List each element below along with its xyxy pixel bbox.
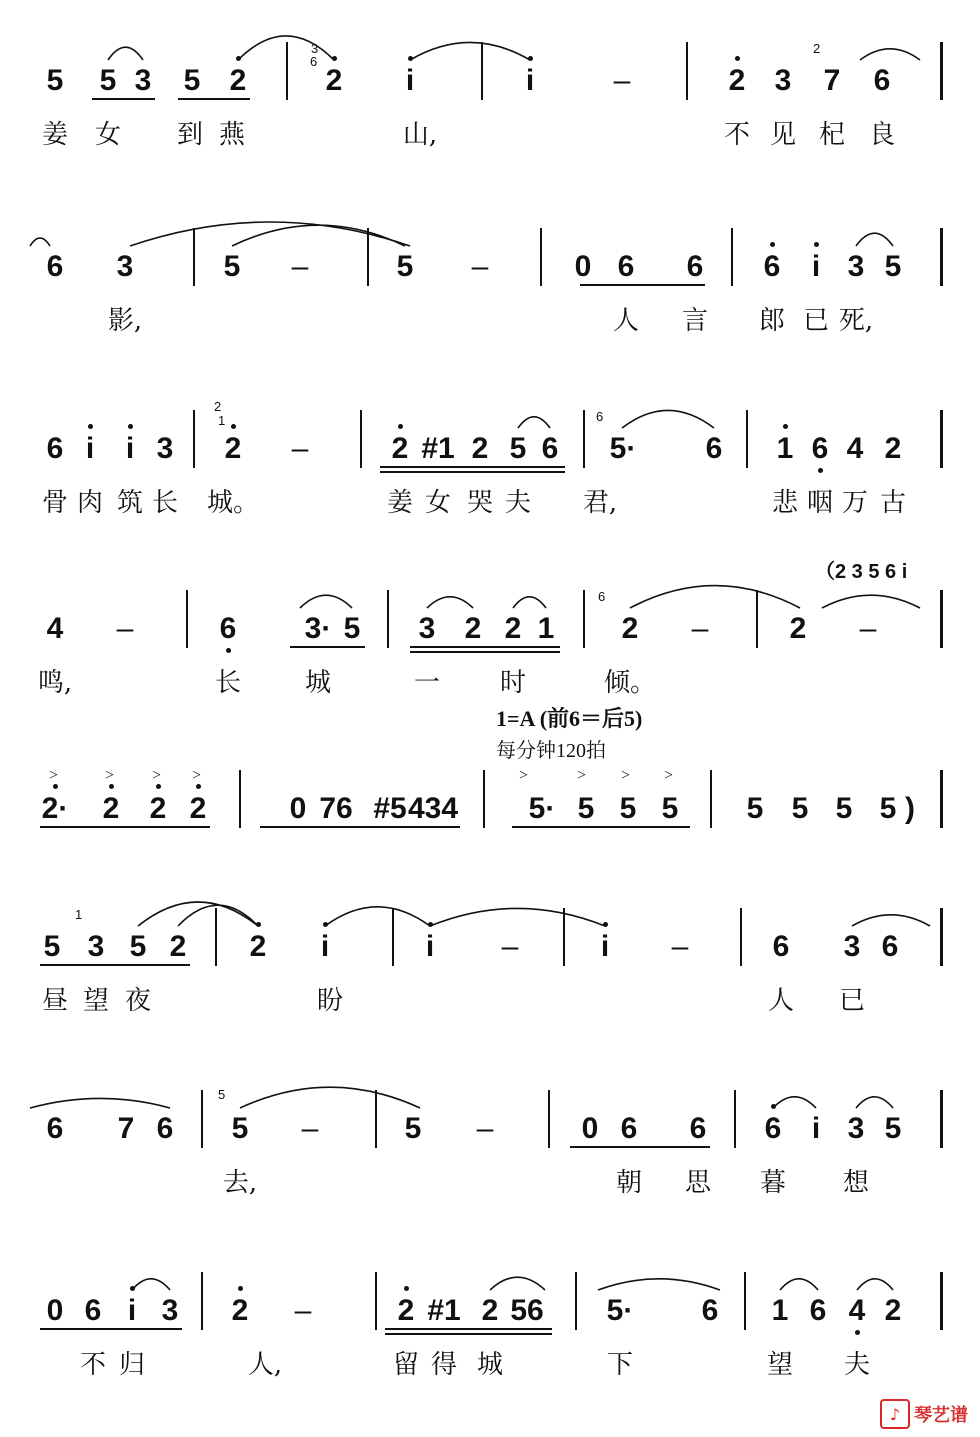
tempo-marking: 每分钟120拍 (496, 740, 606, 762)
slur (108, 47, 143, 60)
lyric: 咽 (806, 488, 834, 518)
lyric: 君, (582, 488, 618, 518)
grace-note: 6 (596, 409, 604, 424)
slur (490, 1277, 545, 1290)
lyric: 暮 (759, 1168, 787, 1198)
lyric: 人, (247, 1350, 283, 1380)
note: 6 (46, 250, 64, 283)
lyric: 人 (612, 306, 640, 336)
note: 3 (134, 64, 152, 97)
lyric: 长 (214, 668, 242, 698)
note: 2 (464, 612, 482, 645)
lyric: 女 (424, 488, 452, 518)
music-logo-icon: ♪ (880, 1399, 910, 1429)
lyric: 朝 (615, 1168, 643, 1198)
note: 3 (156, 432, 174, 465)
note: 2 (102, 792, 120, 825)
note: 3 (774, 64, 792, 97)
note: 6 (772, 930, 790, 963)
lyric: 想 (842, 1168, 870, 1198)
note: 6 (689, 1112, 707, 1145)
slur (240, 1087, 420, 1108)
note: 2 (481, 1294, 499, 1327)
note: 2· (41, 792, 69, 825)
note: 5 (746, 792, 764, 825)
note: 3 (847, 1112, 865, 1145)
note: – (501, 930, 519, 963)
accent-mark: > (152, 767, 162, 784)
lyric: 言 (681, 306, 709, 336)
lyric: 已 (802, 306, 830, 336)
note: 2 (325, 64, 343, 97)
note: – (291, 250, 309, 283)
lyric: 不 (723, 120, 751, 150)
lyric: 倾。 (603, 668, 657, 698)
slur (300, 595, 352, 608)
note: 56 (510, 1294, 544, 1327)
note: 2 (471, 432, 489, 465)
note: 6 (873, 64, 891, 97)
note: 3 (847, 250, 865, 283)
note: 5 (879, 792, 897, 825)
lyric: 死, (838, 306, 874, 336)
note: 6 (219, 612, 237, 645)
slur (410, 42, 530, 60)
note: 5· (528, 792, 556, 825)
note: i (125, 432, 135, 465)
lyric: 留 (392, 1350, 420, 1380)
note: 5· (609, 432, 637, 465)
note: 5 (43, 930, 61, 963)
note: – (671, 930, 689, 963)
accent-mark: > (664, 767, 674, 784)
note: #1 (427, 1294, 461, 1327)
slur (238, 36, 334, 60)
lyric: 得 (430, 1350, 458, 1380)
note: 2 (149, 792, 167, 825)
note: i (600, 930, 610, 963)
note: – (294, 1294, 312, 1327)
slur (773, 1097, 816, 1108)
slur (325, 907, 430, 926)
lyric: 不 (79, 1350, 107, 1380)
lyric: 筑 (116, 488, 144, 518)
slur (856, 1097, 893, 1108)
lyric: 已 (838, 986, 866, 1016)
note: 2 (621, 612, 639, 645)
watermark-text: 琴艺谱 (914, 1405, 968, 1426)
note: 2 (249, 930, 267, 963)
note: 2 (884, 1294, 902, 1327)
note: 5 (835, 792, 853, 825)
lyric: 一 (413, 668, 441, 698)
grace-note: 5 (218, 1087, 226, 1102)
slur (622, 410, 714, 428)
watermark-logo (880, 1399, 968, 1429)
note: #1 (421, 432, 455, 465)
lyric: 昼 (41, 986, 69, 1016)
note: 5 (619, 792, 637, 825)
slur (852, 915, 930, 926)
grace-note: 2 (813, 41, 821, 56)
note: – (301, 1112, 319, 1145)
lyric: 姜 (41, 120, 69, 150)
accent-mark: > (192, 767, 202, 784)
note: – (471, 250, 489, 283)
accent-mark: > (519, 767, 529, 784)
note: – (613, 64, 631, 97)
note: 4 (846, 432, 864, 465)
lyric: 望 (82, 986, 110, 1016)
note: 0 (581, 1112, 599, 1145)
slur (427, 597, 473, 608)
note: 0 (574, 250, 592, 283)
lyric: 下 (606, 1350, 634, 1380)
note: 6 (686, 250, 704, 283)
slur (598, 1279, 720, 1290)
note: 5 (577, 792, 595, 825)
lyric: 悲 (771, 488, 799, 518)
note: 3 (161, 1294, 179, 1327)
note: 5 (223, 250, 241, 283)
note: 6 (811, 432, 829, 465)
note: 2 (224, 432, 242, 465)
note: 434 (407, 792, 459, 825)
lyric: 影, (107, 306, 143, 336)
note: 2 (391, 432, 409, 465)
lyric: 去, (222, 1168, 258, 1198)
note: 6 (84, 1294, 102, 1327)
slur (30, 1098, 170, 1108)
lyric: 鸣, (37, 668, 73, 698)
slur (430, 908, 605, 926)
note: 5 (791, 792, 809, 825)
grace-note: 1 (75, 907, 83, 922)
note: – (859, 612, 877, 645)
note: 3 (843, 930, 861, 963)
intro-bracket: （2 3 5 6 i (815, 561, 908, 583)
slur (780, 1279, 818, 1290)
note: 5 (661, 792, 679, 825)
lyric: 城。 (206, 488, 260, 518)
lyric: 夫 (843, 1350, 871, 1380)
note: 3· (304, 612, 332, 645)
note: ) (905, 792, 915, 825)
lyric: 女 (94, 120, 122, 150)
accent-mark: > (577, 767, 587, 784)
note: 5· (606, 1294, 634, 1327)
lyric: 哭 (466, 488, 494, 518)
note: 5 (884, 1112, 902, 1145)
note: 6 (541, 432, 559, 465)
slur (860, 49, 920, 60)
note: 5 (509, 432, 527, 465)
slur (30, 238, 50, 246)
lyric: 望 (766, 1350, 794, 1380)
note: 2 (504, 612, 522, 645)
lyric: 姜 (386, 488, 414, 518)
note: #5 (373, 792, 407, 825)
grace-note: 2 (214, 399, 222, 414)
note: 0 (46, 1294, 64, 1327)
note: 2 (229, 64, 247, 97)
note: i (811, 250, 821, 283)
accent-mark: > (621, 767, 631, 784)
lyric: 到 (176, 120, 204, 150)
note: 5 (231, 1112, 249, 1145)
note: 7 (823, 64, 841, 97)
lyric: 杞 (818, 120, 846, 150)
note: 6 (156, 1112, 174, 1145)
lyric: 人 (767, 986, 795, 1016)
note: 6 (809, 1294, 827, 1327)
note: 3 (116, 250, 134, 283)
lyric: 古 (879, 488, 907, 518)
lyric: 盼 (316, 986, 344, 1016)
note: 2 (169, 930, 187, 963)
note: i (85, 432, 95, 465)
lyric: 归 (118, 1350, 146, 1380)
note: 2 (728, 64, 746, 97)
note: 5 (884, 250, 902, 283)
note: 1 (771, 1294, 789, 1327)
note: 2 (231, 1294, 249, 1327)
lyric: 见 (769, 120, 797, 150)
slur (822, 595, 920, 608)
slur (518, 417, 550, 428)
lyric: 城 (304, 668, 332, 698)
note: 6 (701, 1294, 719, 1327)
lyric: 长 (151, 488, 179, 518)
slur (630, 586, 800, 608)
note: 6 (620, 1112, 638, 1145)
note: 5 (99, 64, 117, 97)
note: 3 (87, 930, 105, 963)
note: 5 (404, 1112, 422, 1145)
note: 6 (881, 930, 899, 963)
note: 7 (117, 1112, 135, 1145)
note: 6 (764, 1112, 782, 1145)
note: – (291, 432, 309, 465)
note: 2 (884, 432, 902, 465)
lyric: 万 (841, 488, 869, 518)
grace-note: 1 (218, 413, 226, 428)
note: 5 (129, 930, 147, 963)
note: 6 (46, 432, 64, 465)
lyric: 良 (868, 120, 896, 150)
lyric: 燕 (218, 120, 246, 150)
note: 6 (46, 1112, 64, 1145)
slur (178, 905, 258, 926)
note: 3 (418, 612, 436, 645)
note: 5 (396, 250, 414, 283)
slur (130, 222, 410, 246)
slur (513, 597, 546, 608)
lyric: 思 (684, 1168, 712, 1198)
lyric: 夜 (124, 986, 152, 1016)
note: i (405, 64, 415, 97)
slur (232, 225, 405, 246)
slur (857, 1279, 893, 1290)
note: i (320, 930, 330, 963)
note: 6 (763, 250, 781, 283)
note: 4 (46, 612, 64, 645)
lyric: 城 (476, 1350, 504, 1380)
lyric: 肉 (76, 488, 104, 518)
note: 2 (789, 612, 807, 645)
lyric: 骨 (41, 488, 69, 518)
note: i (525, 64, 535, 97)
note: i (811, 1112, 821, 1145)
grace-note: 6 (598, 589, 606, 604)
note: 5 (343, 612, 361, 645)
lyric: 时 (499, 668, 527, 698)
lyric: 郎 (758, 306, 786, 336)
note: – (476, 1112, 494, 1145)
note: 6 (617, 250, 635, 283)
slur (132, 1279, 170, 1290)
grace-note: 6 (310, 54, 318, 69)
grace-note: 3 (311, 41, 319, 56)
note: i (425, 930, 435, 963)
slur (856, 233, 893, 246)
note: 4 (848, 1294, 866, 1327)
note: 5 (46, 64, 64, 97)
note: 1 (537, 612, 555, 645)
note: – (116, 612, 134, 645)
note: 76 (319, 792, 353, 825)
lyric: 夫 (504, 488, 532, 518)
accent-mark: > (49, 767, 59, 784)
lyric: 山, (402, 120, 438, 150)
accent-mark: > (105, 767, 115, 784)
key-change: 1=A (前6＝后5) (496, 706, 643, 731)
note: 0 (289, 792, 307, 825)
note: i (127, 1294, 137, 1327)
note: 1 (776, 432, 794, 465)
note: 2 (189, 792, 207, 825)
note: 5 (183, 64, 201, 97)
slur (138, 902, 258, 926)
note: 6 (705, 432, 723, 465)
note: 2 (397, 1294, 415, 1327)
note: – (691, 612, 709, 645)
